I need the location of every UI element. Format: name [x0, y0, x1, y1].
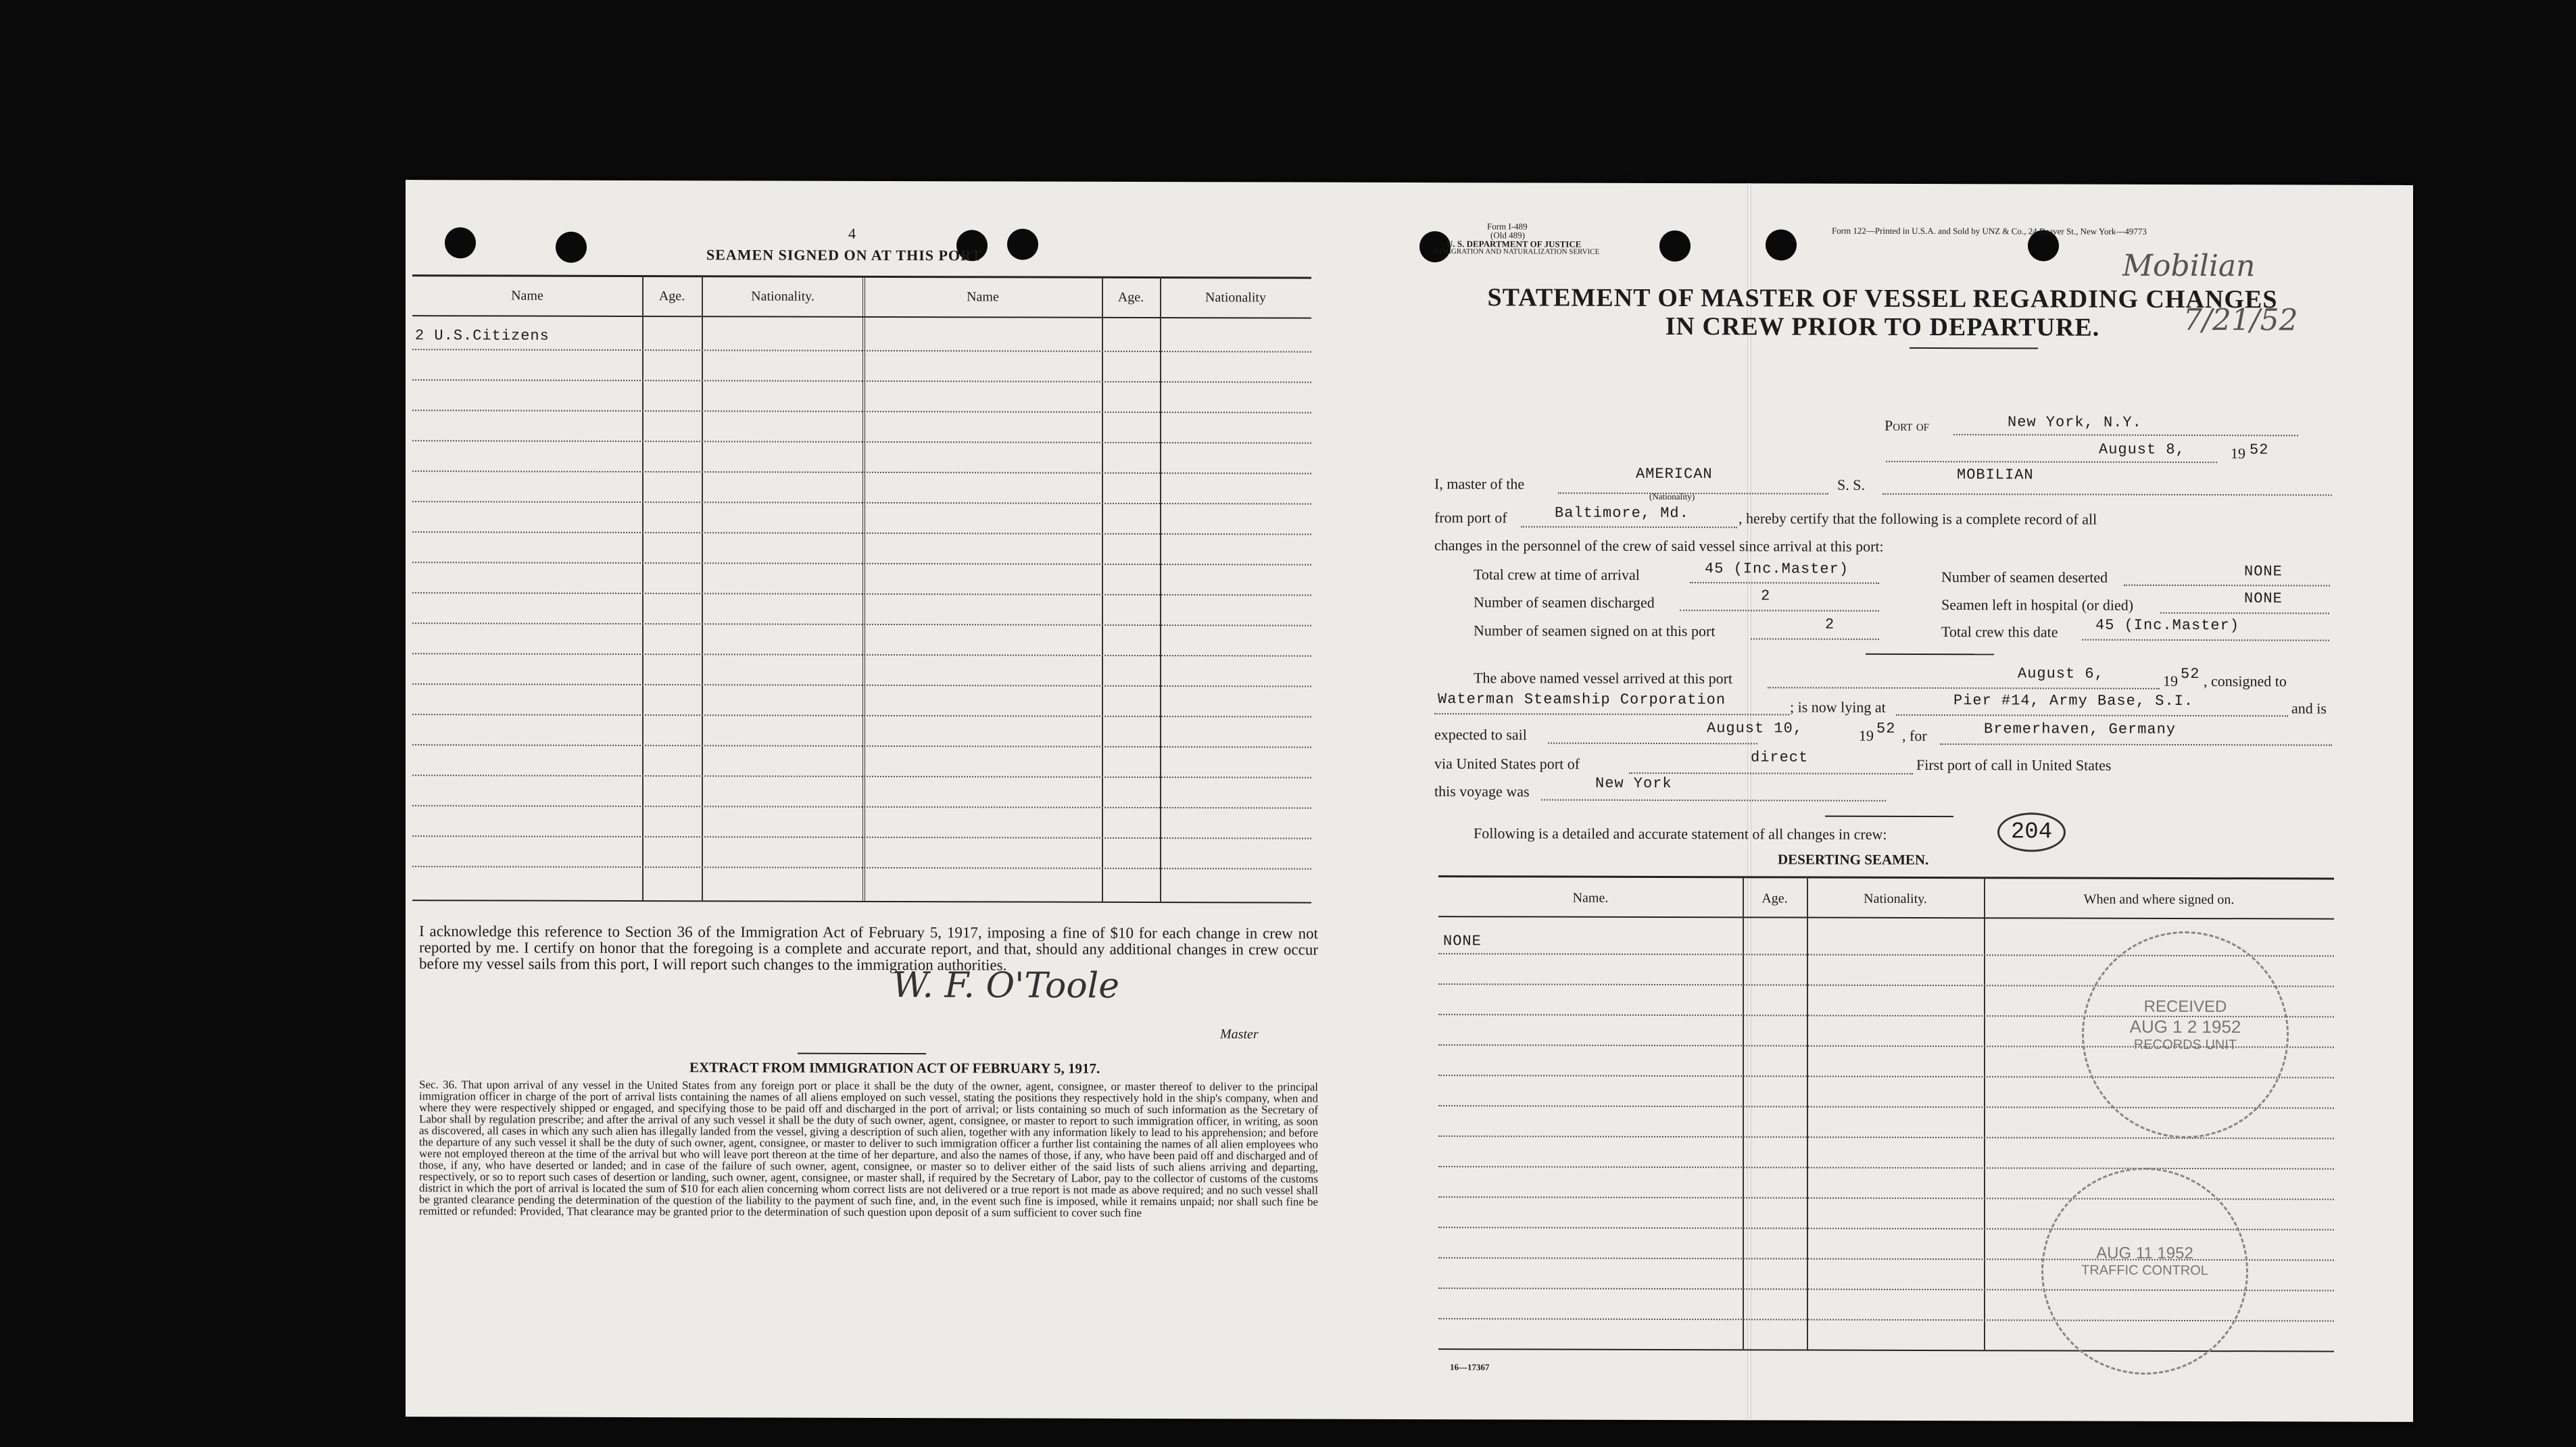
stamp-records-unit: RECORDS UNIT: [2133, 1037, 2237, 1053]
col-header-age: Age.: [658, 289, 685, 304]
stamp-traffic-date: AUG 11 1952: [2096, 1244, 2193, 1263]
signed-on-value: 2: [1825, 616, 1835, 633]
received-stamp: [2082, 931, 2289, 1139]
voyage-label: this voyage was: [1434, 783, 1530, 800]
destination-value: Bremerhaven, Germany: [1984, 720, 2177, 738]
stamp-received-label: RECEIVED: [2143, 997, 2227, 1016]
printer-note: Form 122—Printed in U.S.A. and Sold by UNZ & Co., 24 Beaver St., New York—49773: [1832, 225, 2147, 237]
total-crew-date-label: Total crew this date: [1941, 623, 2058, 641]
seamen-signed-on-heading: SEAMEN SIGNED ON AT THIS PORT: [706, 246, 982, 264]
extract-text: Sec. 36. That upon arrival of any vessel in the United States from any foreign port or place it shall be the duty of the owner, agent, consignee, or master thereof to deliver to the principal immigration officer in charge of the port of arrival lists containing the names of all aliens employed on such vessel, stating the positions they respectively hold in the ship's company, when and where they were respectively shipped or engaged, and specifying those to be paid off and discharged in the port of arrival; or lists containing so much of such information as the Secretary of Labor shall by regulation prescribe; and after the arrival of any such vessel it shall be the duty of such owner, agent, consignee, or master to report to such immigration officer, in writing, as soon as discovered, all cases in which any such alien has illegally landed from the vessel, giving a description of such alien, together with any information likely to lead to his apprehension; and before the departure of any such vessel it shall be the duty of such owner, agent, consignee, or master to deliver to such immigration officer a further list containing the names of all alien employees who were not employed thereon at the time of the arrival but who will leave port thereon at the time of her departure, and also the names of those, if any, who have been paid off and discharged and of those, if any, who have deserted or landed; and in case of the failure of such owner, agent, consignee, or master so to deliver either of the said lists of such aliens arriving and departing, respectively, or so to report such cases of desertion or landing, such owner, agent, consignee, or master shall, if required by the Secretary of Labor, pay to the collector of customs of the customs district in which the port of arrival is located the sum of $10 for each alien concerning whom correct lists are not delivered or a true report is not made as above required; and no such vessel shall be granted clearance pending the determination of the question of the liability to the payment of such fine, and, in the event such fine is imposed, while it remains unpaid; nor shall such fine be remitted or refunded: Provided, That clearance may be granted prior to the determination of such question upon deposit of a sum sufficient to cover such fine: [419, 1078, 1318, 1219]
ss-label: S. S.: [1837, 476, 1865, 493]
page-fold: [1747, 183, 1751, 1420]
punch-hole: [1766, 229, 1797, 260]
punch-hole: [556, 232, 587, 263]
form-old-id: (Old 489): [1490, 230, 1525, 241]
department-name: U. S. DEPARTMENT OF JUSTICE: [1447, 239, 1582, 249]
discharged-label: Number of seamen discharged: [1474, 593, 1655, 611]
sail-date: August 10,: [1707, 720, 1803, 737]
expected-label: expected to sail: [1434, 726, 1527, 743]
report-date: August 8,: [2099, 441, 2185, 459]
form-id: Form I-489: [1487, 221, 1528, 232]
hospital-value: NONE: [2244, 590, 2283, 608]
certify-text: , hereby certify that the following is a complete record of all: [1739, 510, 2097, 528]
from-port-label: from port of: [1434, 509, 1507, 526]
year-prefix: 19: [2231, 445, 2245, 462]
total-crew-arrival-value: 45 (Inc.Master): [1705, 560, 1849, 578]
handwritten-ship-name: Mobilian: [2122, 248, 2256, 284]
and-is-label: and is: [2291, 700, 2327, 717]
crew-change-form: [406, 180, 2413, 1422]
col-header-nationality-2: Nationality: [1205, 290, 1266, 305]
col-header-deserter-age: Age.: [1761, 891, 1788, 906]
punch-hole: [1659, 230, 1691, 262]
sail-year: 52: [1876, 720, 1896, 737]
col-header-deserter-nationality: Nationality.: [1864, 891, 1927, 907]
col-header-signed-on: When and where signed on.: [2083, 891, 2235, 908]
deserting-entry: NONE: [1443, 933, 1482, 950]
arrived-label: The above named vessel arrived at this port: [1474, 669, 1733, 687]
master-signature: W. F. O'Toole: [892, 964, 1120, 1006]
discharged-value: 2: [1761, 587, 1771, 605]
signed-on-label: Number of seamen signed on at this port: [1474, 622, 1716, 640]
handwritten-date: 7/21/52: [2183, 302, 2298, 338]
page-number: 4: [848, 224, 856, 242]
arrival-year: 52: [2181, 665, 2200, 683]
footer-code: 16—17367: [1450, 1362, 1490, 1373]
port-label: Port of: [1885, 416, 1930, 435]
traffic-control-stamp: [2041, 1167, 2248, 1375]
via-port-value: direct: [1751, 749, 1809, 766]
deserted-value: NONE: [2244, 563, 2283, 581]
first-port-label: First port of call in United States: [1916, 756, 2112, 774]
from-port-value: Baltimore, Md.: [1555, 504, 1689, 522]
stamp-number: 204: [1997, 812, 2066, 852]
col-header-deserter-name: Name.: [1572, 890, 1609, 906]
col-header-name-2: Name: [967, 289, 999, 305]
punch-hole: [445, 227, 476, 258]
extract-title: EXTRACT FROM IMMIGRATION ACT OF FEBRUARY 5, 1917.: [689, 1059, 1100, 1077]
stamp-received-date: AUG 1 2 1952: [2129, 1016, 2241, 1037]
consigned-label: , consigned to: [2204, 672, 2287, 690]
nationality-caption: (Nationality): [1649, 491, 1695, 502]
sail-year-prefix: 19: [1859, 727, 1874, 744]
service-name: IMMIGRATION AND NATURALIZATION SERVICE: [1433, 247, 1600, 256]
signature-title: Master: [1220, 1027, 1259, 1042]
vessel-nationality: AMERICAN: [1636, 465, 1713, 483]
first-port-value: New York: [1595, 775, 1672, 793]
lying-label: ; is now lying at: [1790, 698, 1886, 716]
hospital-label: Seamen left in hospital (or died): [1941, 596, 2134, 614]
lying-at-value: Pier #14, Army Base, S.I.: [1953, 692, 2194, 710]
vessel-name: MOBILIAN: [1957, 466, 2034, 484]
for-label: , for: [1902, 727, 1927, 745]
punch-hole: [1007, 228, 1038, 260]
master-label: I, master of the: [1434, 475, 1525, 493]
changes-text: changes in the personnel of the crew of said vessel since arrival at this port:: [1434, 537, 1884, 555]
arrival-year-prefix: 19: [2163, 672, 2178, 689]
port-value: New York, N.Y.: [2008, 414, 2142, 431]
form-title-line-1: STATEMENT OF MASTER OF VESSEL REGARDING CHANGES: [1487, 283, 2278, 314]
form-title-line-2: IN CREW PRIOR TO DEPARTURE.: [1665, 312, 2100, 342]
col-header-age-2: Age.: [1117, 289, 1144, 305]
deserting-heading: DESERTING SEAMEN.: [1778, 851, 1929, 868]
signed-on-entry: 2 U.S.Citizens: [415, 327, 550, 345]
acknowledgement-text: I acknowledge this reference to Section 36 of the Immigration Act of February 5, 1917, imposing a fine of $10 for each change in crew not reported by me. I certify on honor that the foregoing is a complete and accurate report, and that, should any additional changes in crew occur before my vessel sails from this port, I will report such changes to the immigration authorities.: [419, 923, 1318, 974]
stamp-traffic-label: TRAFFIC CONTROL: [2081, 1262, 2208, 1279]
arrival-date: August 6,: [2018, 665, 2104, 683]
col-header-nationality: Nationality.: [751, 289, 815, 304]
total-crew-arrival-label: Total crew at time of arrival: [1474, 566, 1640, 583]
deserted-label: Number of seamen deserted: [1941, 568, 2108, 586]
following-label: Following is a detailed and accurate statement of all changes in crew:: [1474, 825, 1887, 843]
report-year: 52: [2250, 441, 2269, 459]
consignee-value: Waterman Steamship Corporation: [1438, 691, 1726, 709]
via-label: via United States port of: [1434, 755, 1580, 772]
total-crew-date-value: 45 (Inc.Master): [2095, 616, 2240, 635]
col-header-name: Name: [511, 288, 543, 303]
